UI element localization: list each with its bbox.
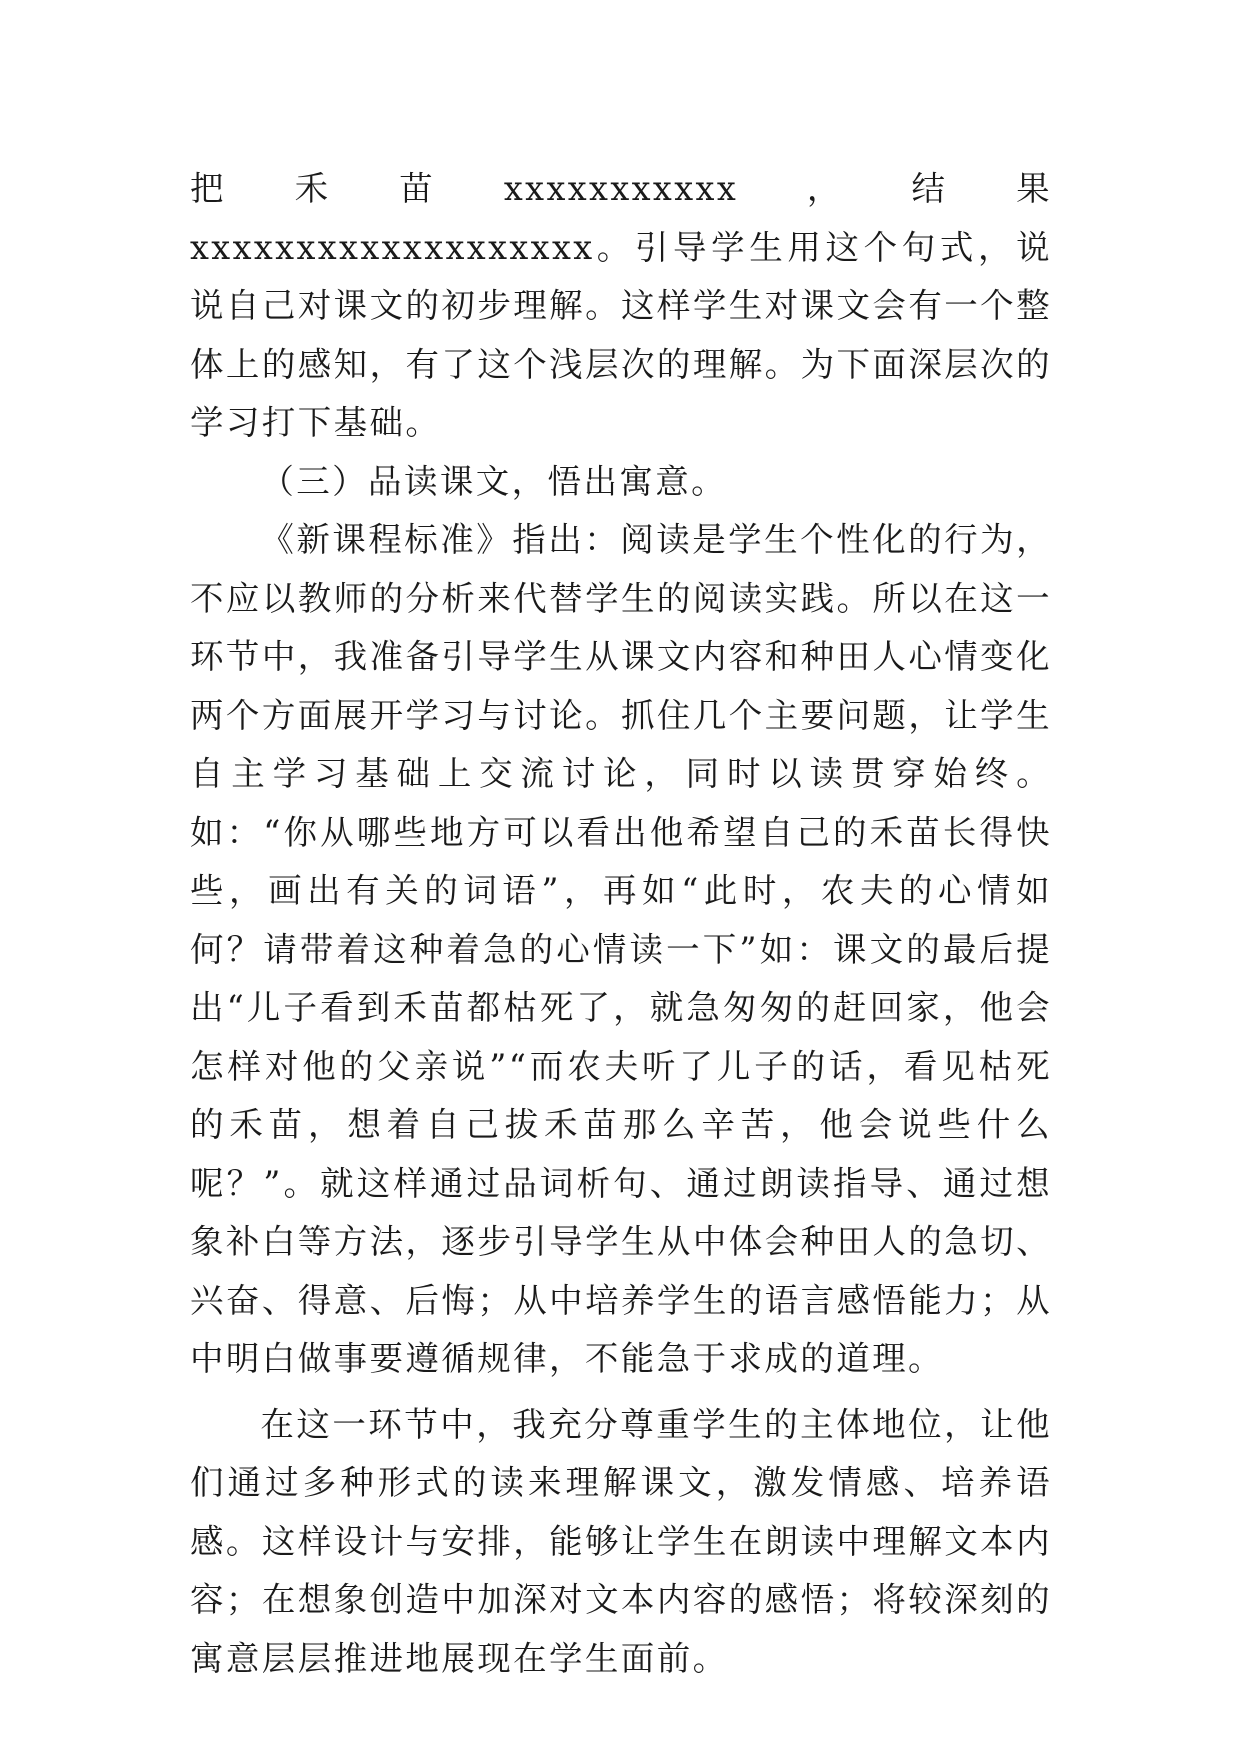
section-heading: （三）品读课文，悟出寓意。 [260,461,728,501]
paragraph-curriculum: 《新课程标准》指出：阅读是学生个性化的行为，不应以教师的分析来代替学生的阅读实践。所以在这一环节中，我准备引导学生从课文内容和种田人心情变化两个方面展开学习与讨论。抓住几个主要问题，让学生自主学习基础上交流讨论，同时以读贯穿始终。如：“你从哪些地方可以看出他希望自己的禾苗长得快些，画出有关的词语”，再如“此时，农夫的心情如何？请带着这种着急的心情读一下”如：课文的最后提出“儿子看到禾苗都枯死了，就急匆匆的赶回家，他会怎样对他的父亲说”“而农夫听了儿子的话，看见枯死的禾苗，想着自己拔禾苗那么辛苦，他会说些什么呢？”。就这样通过品词析句、通过朗读指导、通过想象补白等方法，逐步引导学生从中体会种田人的急切、兴奋、得意、后悔；从中培养学生的语言感悟能力；从中明白做事要遵循规律，不能急于求成的道理。 [190,520,1052,1378]
paragraph-summary: 在这一环节中，我充分尊重学生的主体地位，让他们通过多种形式的读来理解课文，激发情感、培养语感。这样设计与安排，能够让学生在朗读中理解文本内容；在想象创造中加深对文本内容的感悟；将较深刻的寓意层层推进地展现在学生面前。 [190,1404,1052,1678]
document-body [190,160,1052,1688]
paragraph-continuation: 把禾苗xxxxxxxxxxx，结果xxxxxxxxxxxxxxxxxxx。引导学生用这个句式，说说自己对课文的初步理解。这样学生对课文会有一个整体上的感知，有了这个浅层次的理解。为下面深层次的学习打下基础。 [190,169,1052,442]
